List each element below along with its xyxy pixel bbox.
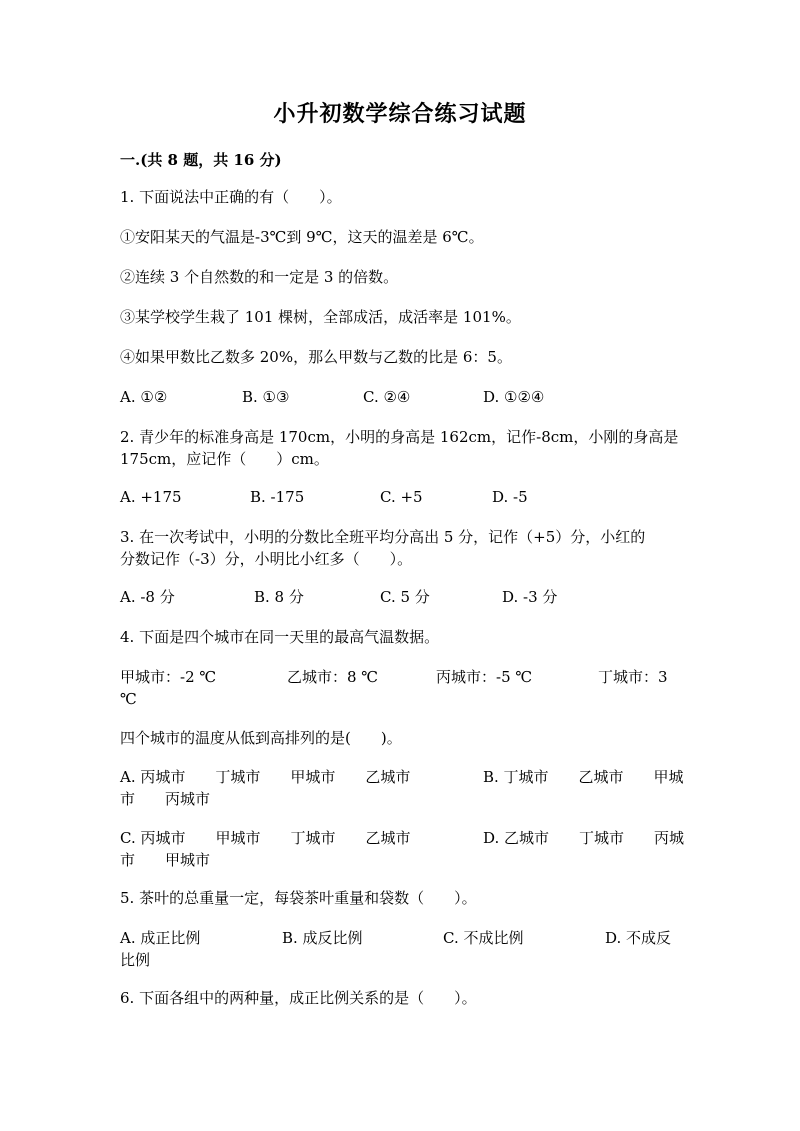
- question-3-option-c: C. 5 分: [380, 588, 430, 606]
- question-3-option-b: B. 8 分: [254, 588, 304, 606]
- question-1-statement-2: ②连续 3 个自然数的和一定是 3 的倍数。: [120, 268, 399, 286]
- question-4-option-b: B. 丁城市 乙城市 甲城: [483, 768, 684, 786]
- city-a-temperature: 甲城市：-2 ℃: [120, 668, 217, 686]
- question-5-option-c: C. 不成比例: [443, 929, 524, 947]
- question-6-stem: 6. 下面各组中的两种量，成正比例关系的是（ ）。: [120, 989, 477, 1007]
- question-2-option-c: C. +5: [380, 488, 423, 506]
- question-1-statement-4: ④如果甲数比乙数多 20%，那么甲数与乙数的比是 6：5。: [120, 348, 512, 366]
- city-b-temperature: 乙城市：8 ℃: [287, 668, 379, 686]
- question-4-question: 四个城市的温度从低到高排列的是( )。: [120, 729, 402, 747]
- question-4-option-b-wrap: 市 丙城市: [120, 790, 211, 808]
- city-d-temperature: 丁城市：3: [598, 668, 668, 686]
- question-1-stem: 1. 下面说法中正确的有（ ）。: [120, 188, 342, 206]
- question-4-stem: 4. 下面是四个城市在同一天里的最高气温数据。: [120, 628, 440, 646]
- question-2-stem-line-1: 2. 青少年的标准身高是 170cm，小明的身高是 162cm，记作-8cm，小刚的身高是: [120, 428, 679, 446]
- question-5-option-a: A. 成正比例: [120, 929, 201, 947]
- city-c-temperature: 丙城市：-5 ℃: [436, 668, 533, 686]
- question-5-stem: 5. 茶叶的总重量一定，每袋茶叶重量和袋数（ ）。: [120, 889, 477, 907]
- question-1-option-d: D. ①②④: [483, 388, 545, 406]
- question-4-option-c: C. 丙城市 甲城市 丁城市 乙城市: [120, 829, 411, 847]
- question-1-option-c: C. ②④: [363, 388, 411, 406]
- question-4-option-d: D. 乙城市 丁城市 丙城: [483, 829, 685, 847]
- question-1-statement-3: ③某学校学生栽了 101 棵树，全部成活，成活率是 101%。: [120, 308, 521, 326]
- question-1-option-a: A. ①②: [120, 388, 168, 406]
- question-2-stem-line-2: 175cm，应记作（ ）cm。: [120, 450, 329, 468]
- question-4-option-a: A. 丙城市 丁城市 甲城市 乙城市: [120, 768, 411, 786]
- section-header: 一.(共 8 题，共 16 分): [120, 151, 282, 169]
- page-title: 小升初数学综合练习试题: [273, 101, 527, 127]
- question-5-option-b: B. 成反比例: [282, 929, 363, 947]
- question-3-stem-line-2: 分数记作（-3）分，小明比小红多（ ）。: [120, 550, 413, 568]
- question-3-option-d: D. -3 分: [502, 588, 558, 606]
- question-5-option-d-wrap: 比例: [120, 951, 151, 969]
- city-d-unit: ℃: [120, 690, 137, 708]
- question-3-stem-line-1: 3. 在一次考试中，小明的分数比全班平均分高出 5 分，记作（+5）分，小红的: [120, 528, 646, 546]
- question-2-option-a: A. +175: [120, 488, 182, 506]
- question-5-option-d: D. 不成反: [605, 929, 672, 947]
- question-2-option-d: D. -5: [492, 488, 528, 506]
- question-3-option-a: A. -8 分: [120, 588, 175, 606]
- question-1-option-b: B. ①③: [242, 388, 290, 406]
- question-1-statement-1: ①安阳某天的气温是-3℃到 9℃，这天的温差是 6℃。: [120, 228, 484, 246]
- question-4-option-d-wrap: 市 甲城市: [120, 851, 211, 869]
- question-2-option-b: B. -175: [250, 488, 305, 506]
